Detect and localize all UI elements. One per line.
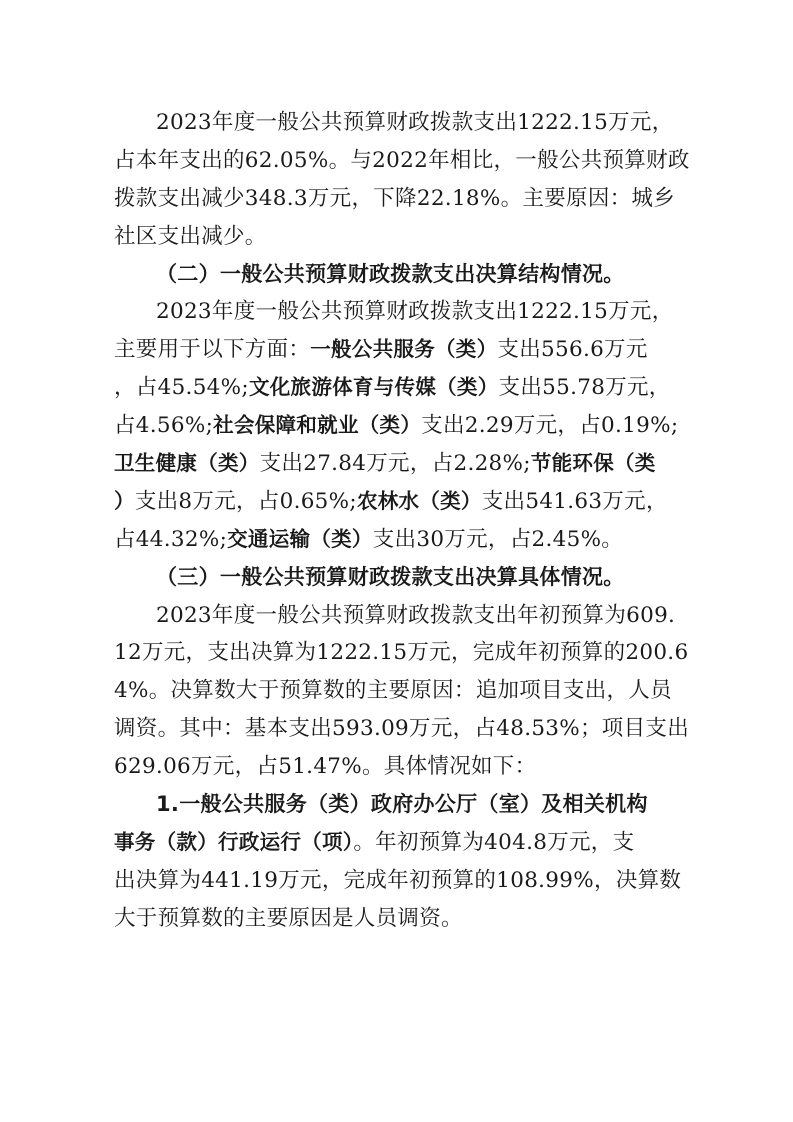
- text-span: 支出27.84万元，占2.28%;: [259, 451, 531, 477]
- paragraph-line: [114, 710, 690, 748]
- paragraph-line: [114, 293, 686, 331]
- text-span: 占本年支出的62.05%。与2022年相比，一般公共预算财政: [114, 147, 690, 173]
- paragraph-line: [114, 218, 686, 256]
- paragraph-line: [114, 900, 686, 938]
- paragraph-line: [114, 862, 686, 900]
- paragraph-line: [114, 672, 686, 710]
- text-span: 社区支出减少。: [114, 223, 267, 249]
- text-span: 2023年度一般公共预算财政拨款支出1222.15万元，: [156, 299, 674, 325]
- text-span: 4%。决算数大于预算数的主要原因：追加项目支出，人员: [114, 678, 672, 704]
- paragraph-line: [114, 331, 686, 369]
- text-span: 占44.32%;: [114, 526, 228, 552]
- text-span: 支出556.6万元: [497, 337, 648, 363]
- paragraph-line: [114, 521, 686, 559]
- text-span: 调资。其中：基本支出593.09万元，占48.53%；项目支出: [114, 716, 690, 742]
- text-span: ，占45.54%;: [114, 375, 249, 401]
- text-span: 支出8万元，占0.65%;: [134, 488, 357, 514]
- paragraph-line: [114, 407, 686, 445]
- paragraph-line: [114, 142, 690, 180]
- category-name: 一般公共服务（类）: [310, 337, 498, 362]
- category-name: 农林水（类）: [356, 488, 482, 513]
- paragraph-line: [114, 445, 686, 483]
- paragraph-line: [114, 824, 686, 862]
- text-span: 629.06万元，占51.47%。具体情况如下：: [114, 754, 537, 780]
- heading-text: 1.一般公共服务（类）政府办公厅（室）及相关机构: [156, 792, 648, 817]
- paragraph-line: [114, 104, 686, 142]
- paragraph-line: [114, 634, 689, 672]
- text-span: 支出55.78万元，: [498, 375, 671, 401]
- heading-text: （二）一般公共预算财政拨款支出决算结构情况。: [156, 261, 625, 286]
- text-span: 拨款支出减少348.3万元，下降22.18%。主要原因：城乡: [114, 185, 676, 211]
- text-span: 支出541.63万元，: [481, 488, 668, 514]
- category-name: ）: [114, 488, 135, 513]
- item-heading-continued: 事务（款）行政运行（项）: [114, 829, 354, 854]
- section-heading: [114, 256, 686, 294]
- text-span: 主要用于以下方面：: [114, 337, 311, 363]
- paragraph-line: [114, 597, 686, 635]
- heading-text: （三）一般公共预算财政拨款支出决算具体情况。: [156, 564, 625, 589]
- category-name: 交通运输（类）: [227, 526, 373, 551]
- category-name: 文化旅游体育与传媒（类）: [248, 375, 499, 400]
- text-span: 出决算为441.19万元，完成年初预算的108.99%，决算数: [114, 867, 682, 893]
- text-span: 。年初预算为404.8万元，支: [353, 829, 635, 855]
- text-span: 2023年度一般公共预算财政拨款支出年初预算为609.: [156, 602, 676, 628]
- paragraph-line: [114, 483, 686, 521]
- text-span: 大于预算数的主要原因是人员调资。: [114, 905, 463, 931]
- paragraph-line: [114, 369, 686, 407]
- paragraph-line: [114, 180, 686, 218]
- text-span: 2023年度一般公共预算财政拨款支出1222.15万元，: [156, 110, 674, 135]
- paragraph-line: [114, 748, 686, 786]
- section-heading: [114, 559, 686, 597]
- text-span: 占4.56%;: [114, 413, 214, 439]
- text-span: 12万元，支出决算为1222.15万元，完成年初预算的200.6: [114, 640, 689, 666]
- category-name: 节能环保（类: [530, 451, 656, 476]
- text-span: 支出2.29万元，占0.19%;: [421, 413, 679, 439]
- item-heading: [114, 786, 686, 824]
- category-name: 社会保障和就业（类）: [213, 413, 422, 438]
- document-page: [114, 104, 690, 938]
- category-name: 卫生健康（类）: [114, 451, 260, 476]
- text-span: 支出30万元，占2.45%。: [372, 526, 624, 552]
